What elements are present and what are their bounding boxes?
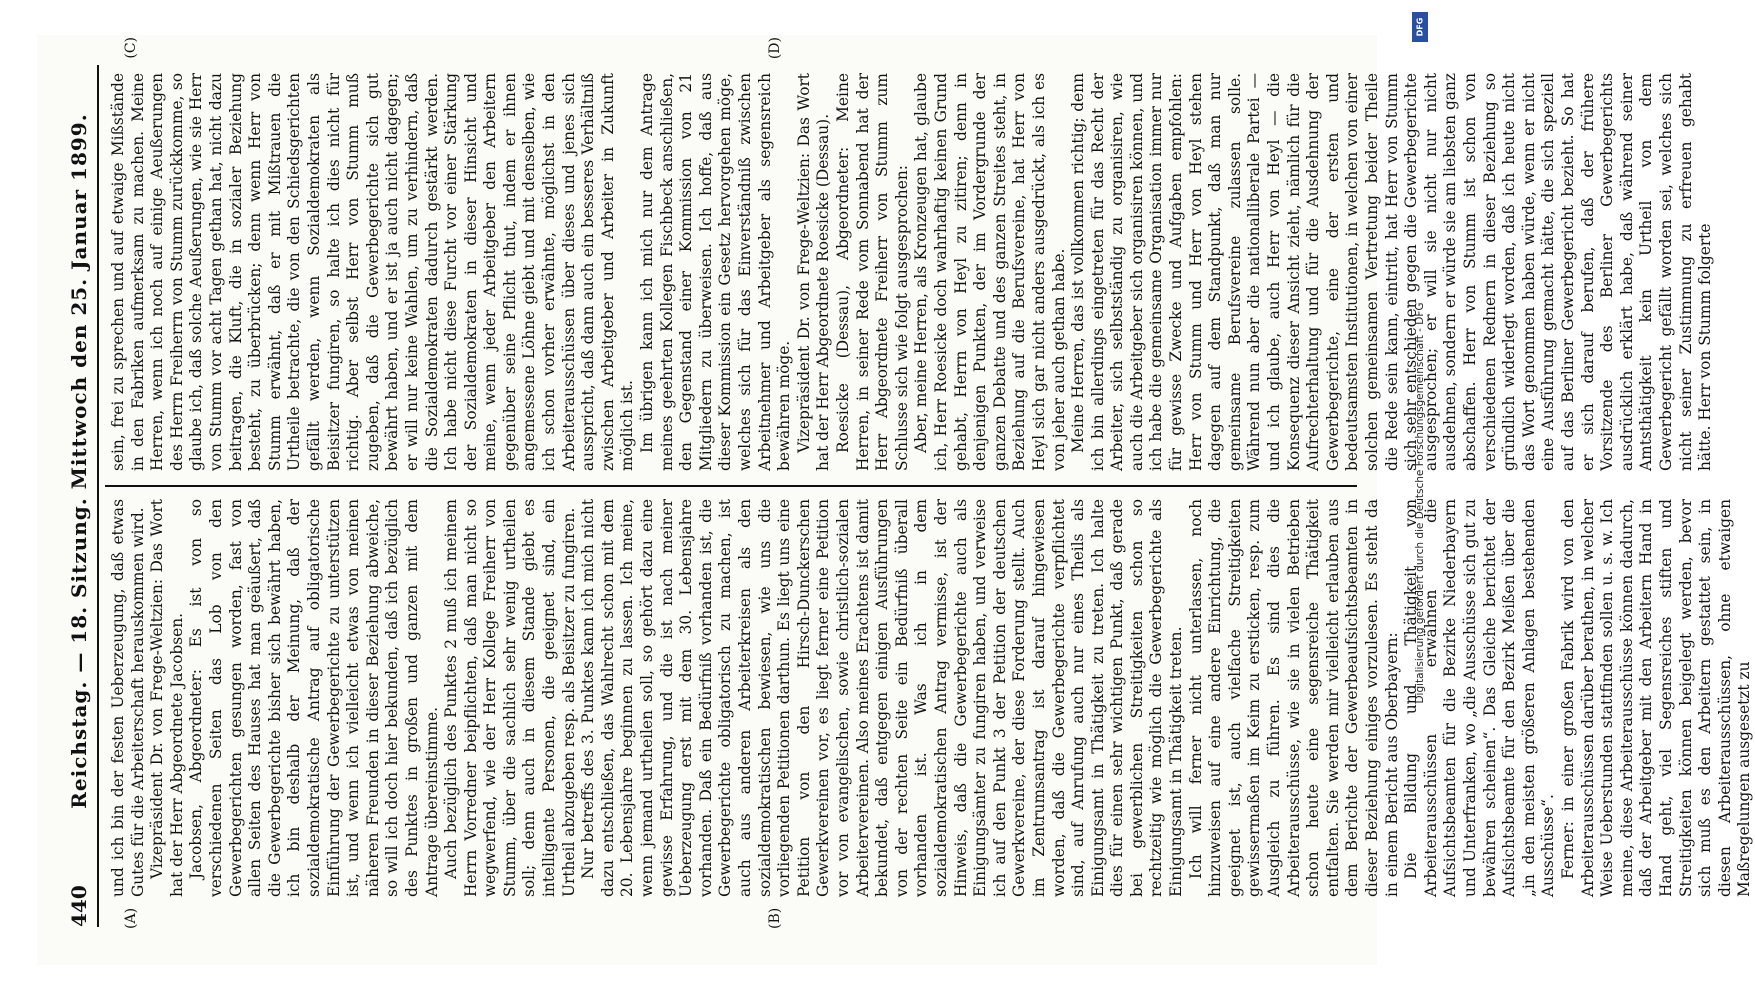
margin-marker-c: (C)	[123, 37, 139, 59]
paragraph: Meine Herren, das ist vollkommen richtig; denn ich bin allerdings eingetreten für das Recht der Arbeiter, sich selbstständig zu organisiren, wie auch die Arbeitgeber sich organisiren können, und ich habe die gemeinsame Organisation immer nur für gewisse Zwecke und Aufgaben empfohlen: Herr von Stumm und Herr von Heyl stehen dagegen auf dem Standpunkt, daß man nur gemeinsame Berufsvereine zulassen solle. Während nun aber die nationalliberale Partei — und ich glaube, auch Herr von Heyl — die Konsequenz dieser Ansicht zieht, nämlich für die Aufrechterhaltung und für die Ausdehnung der Gewerbegerichte, eine der ersten und bedeutsamsten Institutionen, in welchen von einer solchen gemeinsamen Vertretung beider Theile die Rede sein kann, eintritt, hat Herr von Stumm sich sehr entschieden gegen die Gewerbegerichte ausgesprochen; er will sie nicht nur nicht ausdehnen, sondern er würde sie am liebsten ganz abschaffen. Herr von Stumm ist schon von verschiedenen Rednern in dieser Beziehung so gründlich widerlegt worden, daß ich heute nicht das Wort genommen haben würde, wenn er nicht eine Ausführung gemacht hätte, die sich speziell auf das Berliner Gewerbegericht bezieht. So hat er sich darauf berufen, daß der frühere Vorsitzende des Berliner Gewerbegerichts ausdrücklich erklärt habe, daß während seiner Amtsthätigkeit kein Urtheil von dem Gewerbegericht gefällt worden sei, welches sich nicht seiner Zustimmung zu erfreuen gehabt hätte. Herr von Stumm folgerte	[1069, 73, 1715, 471]
column-divider	[105, 485, 1357, 487]
paragraph: sein, frei zu sprechen und auf etwaige Mißstände in den Fabriken aufmerksam zu machen. Meine Herren, wenn ich noch auf einige Aeußerungen des Herrn Freiherrn von Stumm zurückkomme, so glaube ich, daß solche Aeußerungen, wie sie Herr von Stumm vor acht Tagen gethan hat, nicht dazu beitragen, die Kluft, die in sozialer Beziehung besteht, zu überbrücken; denn wenn Herr von Stumm erwähnt, daß er mit Mißtrauen die Urtheile betrachte, die von den Schiedsgerichten gefällt werden, wenn Sozialdemokraten als Beisitzer fungiren, so halte ich dies nicht für richtig. Aber selbst Herr von Stumm muß zugeben, daß die Gewerbegerichte sich gut bewährt haben, und er ist ja auch nicht dagegen; er will nur keine Wahlen, um zu verhindern, daß die Sozialdemokraten dadurch gestärkt werden. Ich habe nicht diese Furcht vor einer Stärkung der Sozialdemokraten in dieser Hinsicht und meine, wenn jeder Arbeitgeber den Arbeitern gegenüber seine Pflicht thut, indem er ihnen angemessene Löhne giebt und mit denselben, wie ich schon vorher erwähnte, möglichst in den Arbeiterausschüssen über dieses und jenes sich ausspricht, daß dann auch ein besseres Verhältniß zwischen Arbeitgeber und Arbeiter in Zukunft möglich ist.	[109, 73, 637, 471]
digitization-note: Digitalisierung gefördert durch die Deutsche Forschungsgemeinschaft - DFG	[1414, 302, 1426, 704]
page-header	[55, 65, 91, 927]
speaker-announcement: Vizepräsident Dr. von Frege-Weltzien: Das Wort hat der Herr Abgeordnete Roesicke (Dessau).	[794, 73, 833, 471]
paragraph: Auch bezüglich des Punktes 2 muß ich meinem Herrn Vorredner beipflichten, daß man nicht so wegwerfend, wie der Herr Kollege Freiherr von Stumm, über die sachlich sehr wenig urtheilen soll; denn auch in diesem Stande giebt es intelligente Personen, die geeignet sind, ein Urtheil abzugeben resp. als Beisitzer zu fungiren.	[442, 499, 578, 897]
paragraph: Im übrigen kann ich mich nur dem Antrage meines geehrten Kollegen Fischbeck anschließen, den Gegenstand einer Kommission von 21 Mitgliedern zu überweisen. Ich hoffe, daß aus dieser Kommission ein Gesetz hervorgehen möge, welches sich für das Einverständniß zwischen Arbeitnehmer und Arbeitgeber als segensreich bewähren möge.	[638, 73, 794, 471]
quoted-speech: Aber, meine Herren, als Kronzeugen hat, glaube ich, Herr Roesicke doch wahrhaftig keinen Grund gehabt, Herrn von Heyl zu zitiren; denn in denjenigen Punkten, der im Vordergrunde der ganzen Debatte und des ganzen Streites steht, in Beziehung auf die Berufsvereine, hat Herr von Heyl sich gar nicht anders ausgedrückt, als ich es von jeher auch gethan habe.	[912, 73, 1068, 471]
header-rule	[97, 65, 99, 927]
page-running-title: Reichstag. — 18. Sitzung. Mittwoch den 25. Januar 1899.	[67, 113, 91, 809]
paragraph: Roesicke (Dessau), Abgeordneter: Meine Herren, in seiner Rede vom Sonnabend hat der Herr Abgeordnete Freiherr von Stumm zum Schlusse sich wie folgt ausgesprochen:	[833, 73, 911, 471]
dfg-logo: DFG	[1412, 12, 1428, 42]
paragraph: Ich will ferner nicht unterlassen, noch hinzuweisen auf eine andere Einrichtung, die geeignet ist, auch vielfache Streitigkeiten gewissermaßen im Keim zu ersticken, resp. zum Ausgleich zu führen. Es sind dies die Arbeiterausschüsse, wie sie in vielen Betrieben schon heute eine segensreiche Thätigkeit entfalten. Sie werden mir vielleicht erlauben aus dem Berichte der Gewerbeaufsichtsbeamten in dieser Beziehung einiges vorzulesen. Es steht da in einem Bericht aus Oberbayern:	[1186, 499, 1401, 897]
paragraph: Jacobsen, Abgeordneter: Es ist von so verschiedenen Seiten das Lob von den Gewerbegerichten gesungen worden, fast von allen Seiten des Hauses hat man geäußert, daß die Gewerbegerichte bisher sich bewährt haben, ich bin deshalb der Meinung, daß der sozialdemokratische Antrag auf obligatorische Einführung der Gewerbegerichte zu unterstützen ist, und wenn ich vielleicht etwas von meinen näheren Freunden in dieser Beziehung abweiche, so will ich doch hier bekunden, daß ich bezüglich des Punktes in großen und ganzen mit dem Antrage übereinstimme.	[187, 499, 441, 897]
speaker-announcement: Vizepräsident Dr. von Frege-Weltzien: Das Wort hat der Herr Abgeordnete Jacobsen.	[148, 499, 186, 897]
paragraph: und ich bin der festen Ueberzeugung, daß etwas Gutes für die Arbeiterschaft herauskommen wird.	[109, 499, 147, 897]
paragraph: Ferner: in einer großen Fabrik wird von den Arbeiterausschüssen darüber berathen, in welcher Weise Ueberstunden stattfinden sollen u. s. w. Ich meine, diese Arbeiterausschüsse können dadurch, daß der Arbeitgeber mit den Arbeitern Hand in Hand geht, viel Segensreiches stiften und Streitigkeiten können beigelegt werden, bevor sich muß es den Arbeitern gestattet sein, in diesen Arbeiterausschüssen, ohne etwaigen Maßregelungen ausgesetzt zu	[1558, 499, 1754, 897]
paragraph: Nur betreffs des 3. Punktes kann ich mich nicht dazu entschließen, das Wahlrecht schon mit dem 20. Lebensjahre beginnen zu lassen. Ich meine, wenn jemand urtheilen soll, so gehört dazu eine gewisse Erfahrung, und die ist nach meiner Ueberzeugung erst mit dem 30. Lebensjahre vorhanden. Daß ein Bedürfniß vorhanden ist, die Gewerbegerichte obligatorisch zu machen, ist auch aus anderen Arbeiterkreisen als den sozialdemokratischen bewiesen, wie uns die vorliegenden Petitionen darthun. Es liegt uns eine Petition von den Hirsch-Dunckerschen Gewerkvereinen vor, es liegt ferner eine Petition vor von evangelischen, sowie christlich-sozialen Arbeitervereinen. Also meines Erachtens ist damit bekundet, daß entgegen einigen Ausführungen von der rechten Seite ein Bedürfniß überall vorhanden ist. Was ich in dem sozialdemokratischen Antrag vermisse, ist der Hinweis, daß die Gewerbegerichte auch als Einigungsämter zu fungiren haben, und verweise ich auf den Punkt 3 der Petition der deutschen Gewerkvereine, der diese Forderung stellt. Auch im Zentrumsantrag ist darauf hingewiesen worden, daß die Gewerbegerichte verpflichtet sind, auf Anrufung auch nur eines Theils als Einigungsamt in Thätigkeit zu treten. Ich halte dies für einen sehr wichtigen Punkt, daß gerade bei gewerblichen Streitigkeiten schon so rechtzeitig wie möglich die Gewerbegerichte als Einigungsamt in Thätigkeit treten.	[579, 499, 1186, 897]
dfg-side-note	[1410, 8, 1430, 998]
right-column	[109, 73, 1715, 471]
margin-marker-a: (A)	[123, 907, 139, 929]
quoted-report: Die Bildung und Thätigkeit von Arbeiterausschüssen erwähnen die Aufsichtsbeamten für die Bezirke Niederbayern und Unterfranken, wo „die Ausschüsse sich gut zu bewähren scheinen“. Das Gleiche berichtet der Aufsichtsbeamte für den Bezirk Meißen über die „in den meisten größeren Anlagen bestehenden Ausschüsse“.	[1402, 499, 1558, 897]
margin-marker-d: (D)	[767, 37, 783, 60]
page-number: 440	[67, 885, 91, 927]
margin-marker-b: (B)	[767, 907, 783, 929]
